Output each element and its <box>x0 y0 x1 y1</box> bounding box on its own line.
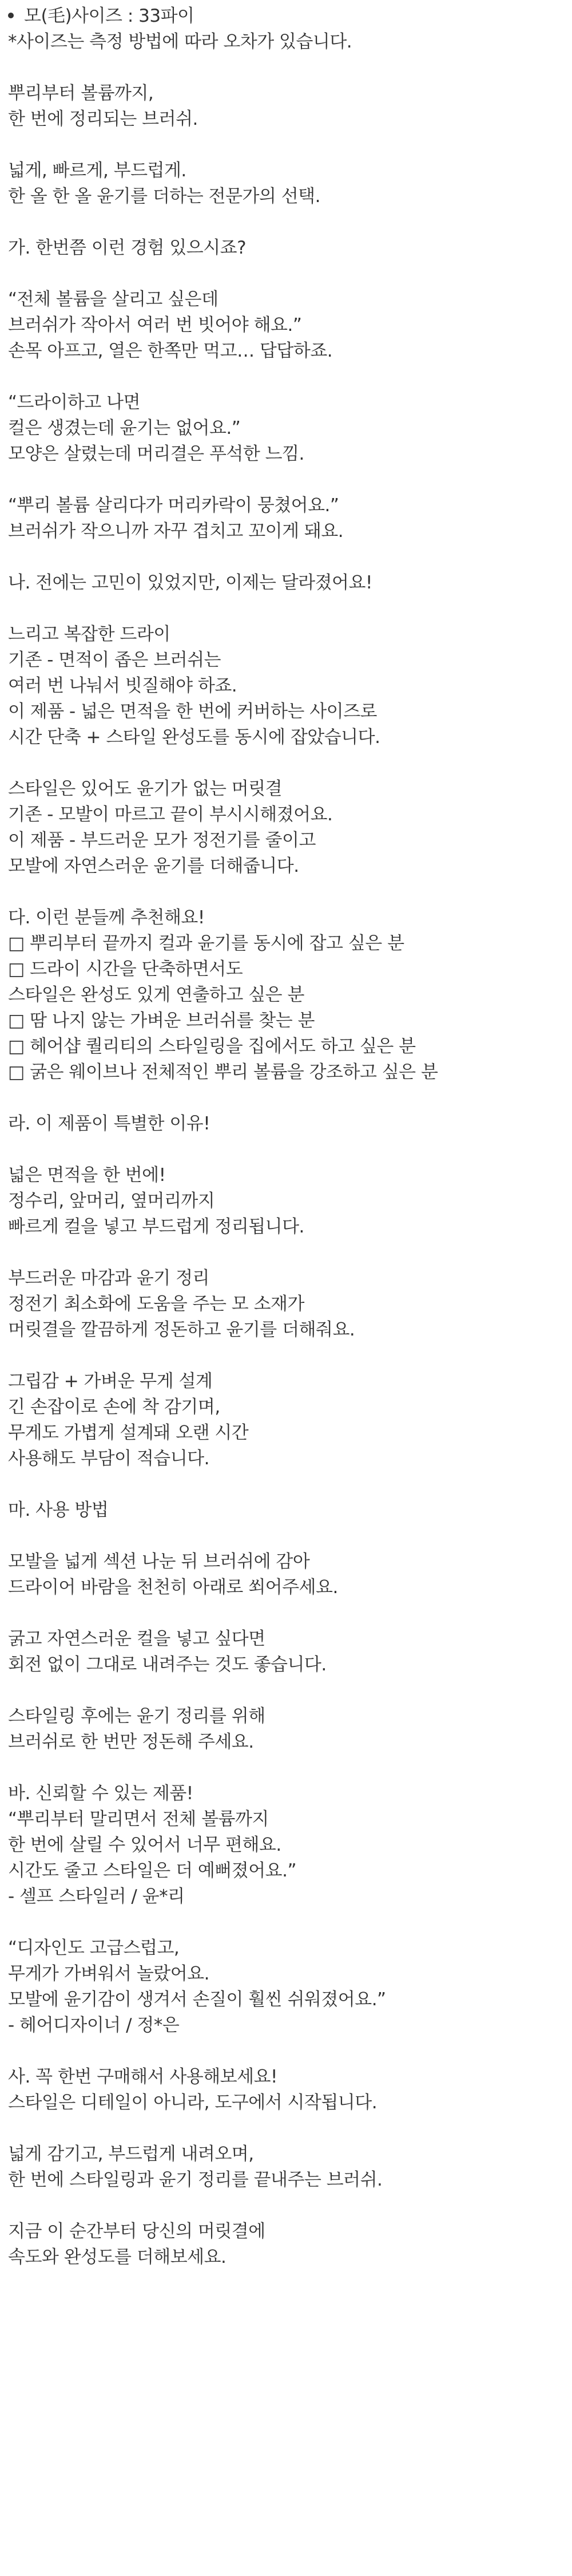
paragraph-gap <box>8 1137 564 1163</box>
paragraph <box>8 81 564 132</box>
text-line: 이 제품 - 부드러운 모가 정전기를 줄이고 <box>8 830 316 851</box>
text-line: 굵고 자연스러운 컬을 넣고 싶다면 <box>8 1629 265 1649</box>
paragraph <box>8 1498 564 1523</box>
text-line: 다. 이런 분들께 추천해요! <box>8 907 205 928</box>
text-line: 드라이어 바람을 천천히 아래로 쐬어주세요. <box>8 1577 338 1598</box>
paragraph-gap <box>8 1343 564 1369</box>
text-line: “뿌리부터 말리면서 전체 볼륨까지 <box>8 1809 269 1830</box>
text-line: □ 헤어샵 퀄리티의 스타일링을 집에서도 하고 싶은 분 <box>8 1036 416 1057</box>
paragraph <box>8 235 564 261</box>
text-line: 손목 아프고, 열은 한쪽만 먹고… 답답하죠. <box>8 341 333 361</box>
paragraph <box>8 905 564 1085</box>
paragraph <box>8 493 564 544</box>
paragraph <box>8 390 564 467</box>
paragraph-gap <box>8 467 564 493</box>
product-description <box>8 3 564 2270</box>
text-line: 넓게 감기고, 부드럽게 내려오며, <box>8 2144 254 2164</box>
bullet-dot-icon <box>8 13 14 18</box>
text-line: 한 번에 정리되는 브러쉬. <box>8 109 198 129</box>
paragraph <box>8 1935 564 2038</box>
text-line: 여러 번 나눠서 빗질해야 하죠. <box>8 675 237 696</box>
paragraph-gap <box>8 261 564 287</box>
text-line: 시간 단축 + 스타일 완성도를 동시에 잡았습니다. <box>8 727 380 748</box>
text-line: - 셀프 스타일러 / 윤*리 <box>8 1886 185 1907</box>
paragraph <box>8 1111 564 1137</box>
text-line: 한 올 한 올 윤기를 더하는 전문가의 선택. <box>8 186 320 207</box>
text-line: 이 제품 - 넓은 면적을 한 번에 커버하는 사이즈로 <box>8 701 377 722</box>
paragraph-gap <box>8 364 564 390</box>
paragraph <box>8 2064 564 2116</box>
text-line: 회전 없이 그대로 내려주는 것도 좋습니다. <box>8 1654 327 1675</box>
paragraph <box>8 1704 564 1755</box>
paragraph-gap <box>8 2116 564 2142</box>
text-line: 모발에 자연스러운 윤기를 더해줍니다. <box>8 856 299 876</box>
text-line: 기존 - 모발이 마르고 끝이 부시시해졌어요. <box>8 804 333 825</box>
text-line: 부드러운 마감과 윤기 정리 <box>8 1268 209 1289</box>
paragraph-gap <box>8 544 564 570</box>
text-line: 컬은 생겼는데 윤기는 없어요.” <box>8 418 241 438</box>
paragraph-gap <box>8 2038 564 2064</box>
text-line: 모양은 살렸는데 머리결은 푸석한 느낌. <box>8 444 304 464</box>
text-line: 브러쉬로 한 번만 정돈해 주세요. <box>8 1732 254 1752</box>
paragraph <box>8 287 564 364</box>
paragraph-gap <box>8 1910 564 1935</box>
text-line: 그립감 + 가벼운 무게 설계 <box>8 1371 213 1392</box>
text-line: 속도와 완성도를 더해보세요. <box>8 2247 227 2267</box>
text-line: “뿌리 볼륨 살리다가 머리카락이 뭉쳤어요.” <box>8 495 339 516</box>
paragraph-gap <box>8 1240 564 1266</box>
paragraph <box>8 570 564 596</box>
text-line: 시간도 줄고 스타일은 더 예뻐졌어요.” <box>8 1860 297 1881</box>
paragraph-gap <box>8 55 564 81</box>
text-line: 나. 전에는 고민이 있었지만, 이제는 달라졌어요! <box>8 572 372 593</box>
text-line: 한 번에 스타일링과 윤기 정리를 끝내주는 브러쉬. <box>8 2170 383 2190</box>
text-line: 무게도 가볍게 설계돼 오랜 시간 <box>8 1423 249 1443</box>
text-line: 사. 꼭 한번 구매해서 사용해보세요! <box>8 2067 277 2087</box>
text-line: 스타일은 완성도 있게 연출하고 싶은 분 <box>8 985 304 1005</box>
text-line: 긴 손잡이로 손에 착 감기며, <box>8 1397 220 1417</box>
paragraph <box>8 1781 564 1910</box>
text-line: 브러쉬가 작아서 여러 번 빗어야 해요.” <box>8 315 302 335</box>
paragraph-gap <box>8 596 564 622</box>
text-line: 스타일은 디테일이 아니라, 도구에서 시작됩니다. <box>8 2092 378 2113</box>
paragraph-gap <box>8 879 564 905</box>
paragraph <box>8 1549 564 1601</box>
paragraph-gap <box>8 1523 564 1549</box>
text-line: 스타일은 있어도 윤기가 없는 머릿결 <box>8 779 283 799</box>
text-line: 스타일링 후에는 윤기 정리를 위해 <box>8 1706 265 1726</box>
paragraph <box>8 776 564 879</box>
text-line: 모(毛)사이즈 : 33파이 <box>24 6 194 26</box>
paragraph-gap <box>8 1755 564 1781</box>
bullet-line <box>8 3 564 29</box>
paragraph <box>8 1369 564 1472</box>
paragraph <box>8 158 564 210</box>
text-line: □ 뿌리부터 끝까지 컬과 윤기를 동시에 잡고 싶은 분 <box>8 933 404 954</box>
paragraph-gap <box>8 1472 564 1498</box>
text-line: 바. 신뢰할 수 있는 제품! <box>8 1783 193 1804</box>
paragraph-gap <box>8 1085 564 1111</box>
paragraph-gap <box>8 132 564 158</box>
text-line: 느리고 복잡한 드라이 <box>8 624 170 645</box>
text-line: 기존 - 면적이 좁은 브러쉬는 <box>8 650 221 670</box>
text-line: “디자인도 고급스럽고, <box>8 1938 180 1958</box>
text-line: 사용해도 부담이 적습니다. <box>8 1448 209 1469</box>
text-line: 라. 이 제품이 특별한 이유! <box>8 1113 210 1134</box>
paragraph <box>8 3 564 55</box>
text-line: 모발에 윤기감이 생겨서 손질이 훨씬 쉬워졌어요.” <box>8 1989 386 2010</box>
text-line: 정전기 최소화에 도움을 주는 모 소재가 <box>8 1294 304 1314</box>
paragraph <box>8 2142 564 2193</box>
paragraph-gap <box>8 2193 564 2219</box>
text-line: 머릿결을 깔끔하게 정돈하고 윤기를 더해줘요. <box>8 1319 355 1340</box>
text-line: 마. 사용 방법 <box>8 1500 109 1520</box>
text-line: 뿌리부터 볼륨까지, <box>8 83 154 104</box>
text-line: □ 굵은 웨이브나 전체적인 뿌리 볼륨을 강조하고 싶은 분 <box>8 1062 438 1082</box>
text-line: 넓게, 빠르게, 부드럽게. <box>8 160 186 181</box>
text-line: 넓은 면적을 한 번에! <box>8 1165 166 1186</box>
text-line: 브러쉬가 작으니까 자꾸 겹치고 꼬이게 돼요. <box>8 521 344 542</box>
text-line: □ 드라이 시간을 단축하면서도 <box>8 959 243 979</box>
text-line: 모발을 넓게 섹션 나눈 뒤 브러쉬에 감아 <box>8 1551 310 1572</box>
text-line: 빠르게 컬을 넣고 부드럽게 정리됩니다. <box>8 1216 304 1237</box>
paragraph <box>8 1163 564 1240</box>
paragraph <box>8 1626 564 1678</box>
text-line: 가. 한번쯤 이런 경험 있으시죠? <box>8 238 247 258</box>
paragraph <box>8 1266 564 1343</box>
paragraph-gap <box>8 1601 564 1626</box>
paragraph-gap <box>8 210 564 235</box>
paragraph-gap <box>8 750 564 776</box>
paragraph <box>8 622 564 750</box>
text-line: “드라이하고 나면 <box>8 392 141 413</box>
paragraph <box>8 2219 564 2270</box>
paragraph-gap <box>8 1678 564 1704</box>
text-line: 지금 이 순간부터 당신의 머릿결에 <box>8 2221 265 2242</box>
text-line: 무게가 가벼워서 놀랐어요. <box>8 1963 209 1984</box>
text-line: 정수리, 앞머리, 옆머리까지 <box>8 1191 215 1211</box>
text-line: □ 땀 나지 않는 가벼운 브러쉬를 찾는 분 <box>8 1010 315 1031</box>
text-line: - 헤어디자이너 / 정*은 <box>8 2015 180 2036</box>
text-line: 한 번에 살릴 수 있어서 너무 편해요. <box>8 1835 281 1855</box>
text-line: “전체 볼륨을 살리고 싶은데 <box>8 289 219 310</box>
text-line: *사이즈는 측정 방법에 따라 오차가 있습니다. <box>8 31 352 52</box>
